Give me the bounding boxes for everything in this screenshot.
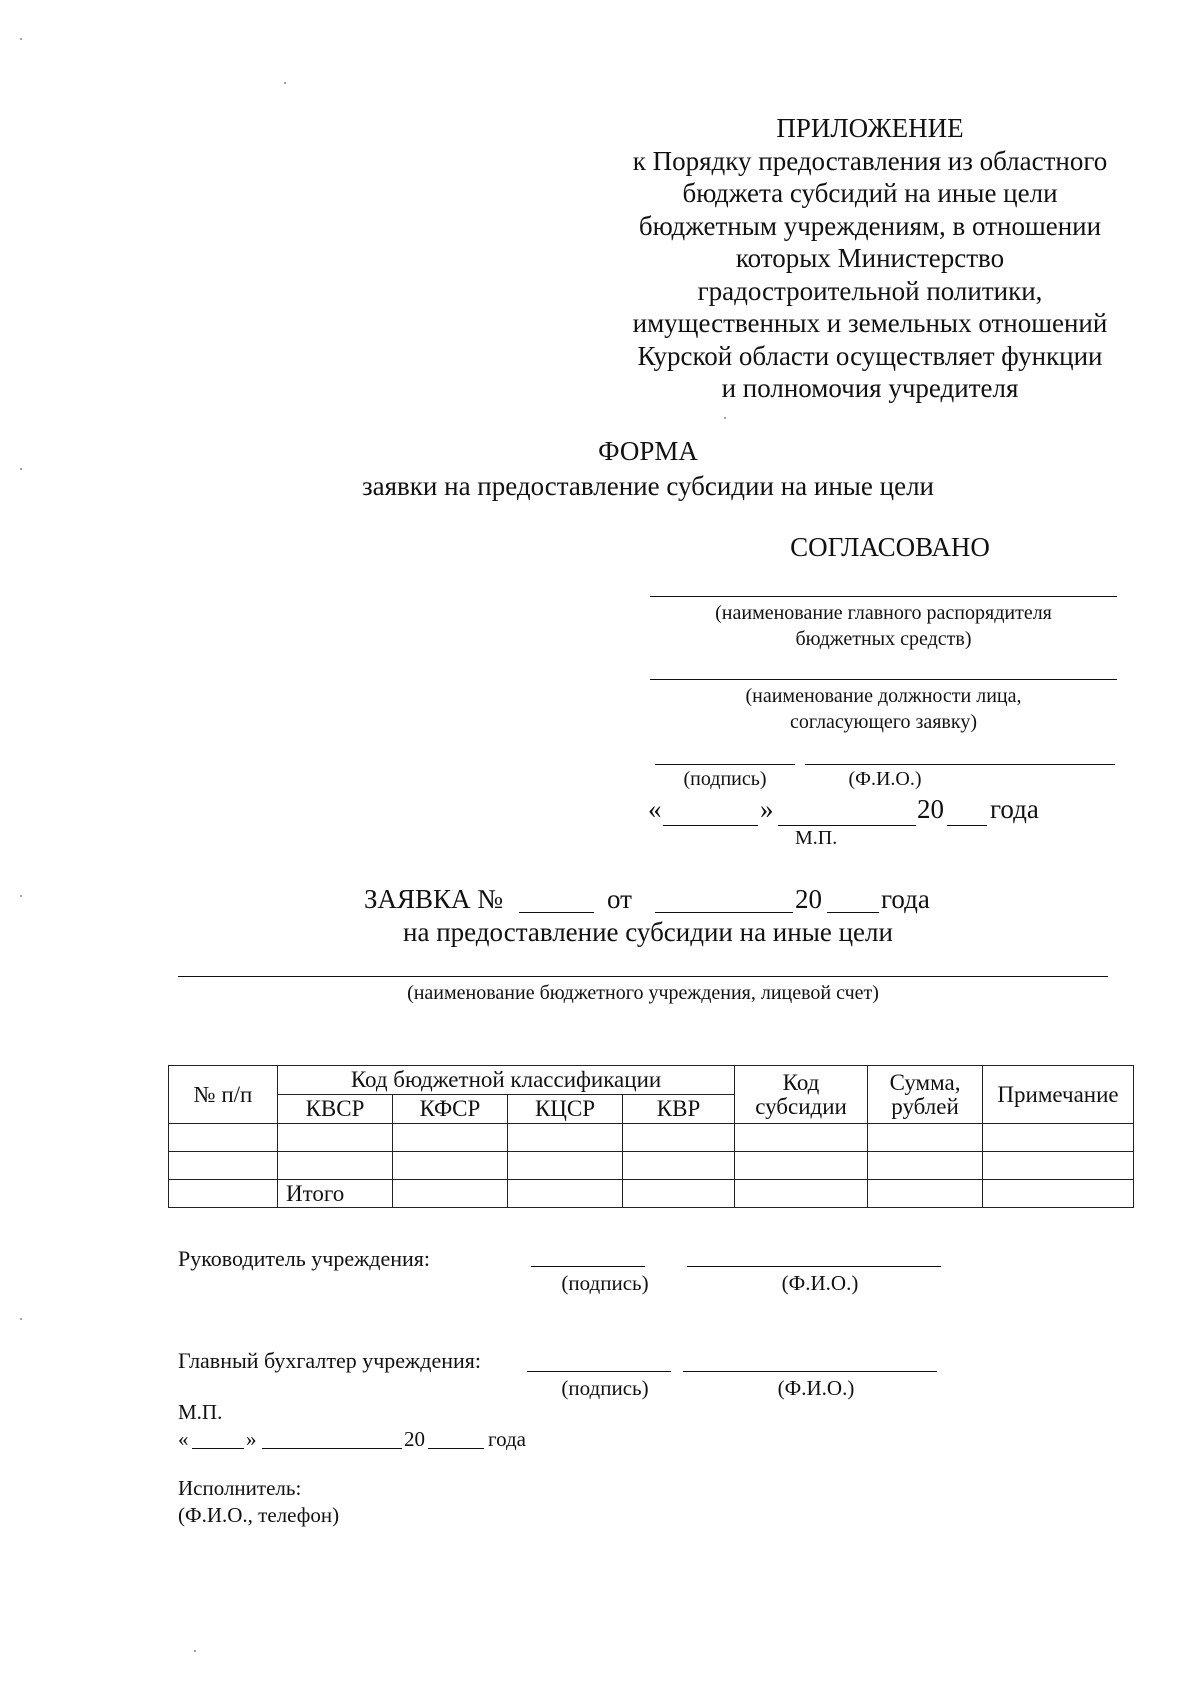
header-kvr: КВР (623, 1095, 735, 1124)
bottom-date-year-suffix: года (488, 1427, 526, 1451)
bottom-date-year-prefix: 20 (404, 1427, 425, 1451)
header-kfsr: КФСР (393, 1095, 508, 1124)
appendix-title: ПРИЛОЖЕНИЕ (776, 113, 964, 143)
appendix-line: к Порядку предоставления из областного (632, 145, 1108, 176)
head-label: Руководитель учреждения: (178, 1246, 431, 1271)
executor-label: Исполнитель: (178, 1476, 302, 1500)
scan-speck (20, 468, 22, 470)
distributor-caption: (наименование главного распорядителя бюджетных средств) (715, 602, 1052, 650)
institution-caption: (наименование бюджетного учреждения, лицевой счет) (407, 982, 879, 1004)
bottom-stamp: М.П. (178, 1400, 223, 1424)
header-kcsr: КЦСР (508, 1095, 623, 1124)
header-classification-group: Код бюджетной классификации (278, 1066, 735, 1095)
table-cell[interactable] (393, 1152, 508, 1180)
bottom-date-close-quote: » (246, 1427, 257, 1451)
table-header-row (169, 1066, 1134, 1095)
head-fio-caption: (Ф.И.О.) (781, 1271, 859, 1295)
approval-date-day-line (663, 825, 758, 826)
head-signature-caption: (подпись) (561, 1271, 649, 1295)
head-signature-line (531, 1266, 645, 1267)
appendix-line: бюджета субсидий на иные цели (682, 178, 1058, 208)
table-cell[interactable] (983, 1152, 1134, 1180)
application-year-suffix: года (881, 884, 930, 914)
application-from-label: от (607, 884, 632, 914)
appendix-line: и полномочия учредителя (721, 373, 1019, 403)
appendix-line: Курской области осуществляет функции (637, 340, 1103, 371)
accountant-signature-line (527, 1371, 671, 1372)
table-cell[interactable] (393, 1124, 508, 1152)
table-cell[interactable] (623, 1180, 735, 1208)
bottom-date-year-line (428, 1448, 484, 1449)
header-kvsr: КВСР (278, 1095, 393, 1124)
header-amount: Сумма, рублей (868, 1066, 983, 1124)
scan-speck (724, 417, 726, 419)
application-title-prefix: ЗАЯВКА № (364, 884, 504, 914)
table-cell[interactable] (278, 1152, 393, 1180)
approval-fio-line (805, 764, 1115, 765)
scan-speck (20, 1318, 22, 1320)
form-subtitle: заявки на предоставление субсидии на иные цели (361, 471, 935, 501)
application-date-line (655, 912, 793, 913)
classification-table (168, 1065, 1134, 1208)
scan-speck (194, 1650, 196, 1652)
executor-caption: (Ф.И.О., телефон) (178, 1503, 340, 1527)
accountant-fio-line (683, 1371, 937, 1372)
table-cell[interactable] (735, 1124, 868, 1152)
application-year-line (827, 912, 879, 913)
table-cell[interactable] (169, 1180, 278, 1208)
table-cell[interactable] (623, 1124, 735, 1152)
table-cell[interactable] (508, 1124, 623, 1152)
application-subtitle: на предоставление субсидии на иные цели (403, 917, 893, 947)
approval-stamp: М.П. (795, 827, 838, 849)
table-row (169, 1124, 1134, 1152)
institution-line (178, 976, 1108, 977)
position-caption: (наименование должности лица, согласующего заявку) (745, 685, 1022, 733)
scan-speck (284, 82, 286, 84)
table-cell[interactable] (169, 1152, 278, 1180)
table-cell[interactable] (735, 1152, 868, 1180)
header-subsidy-code: Код субсидии (735, 1066, 868, 1124)
accountant-label: Главный бухгалтер учреждения: (178, 1348, 481, 1373)
table-cell[interactable] (278, 1124, 393, 1152)
application-number-line (519, 912, 594, 913)
head-fio-line (687, 1266, 941, 1267)
bottom-date-month-line (262, 1448, 402, 1449)
approval-date-close-quote: » (760, 794, 774, 824)
header-number: № п/п (169, 1066, 278, 1124)
approval-date-year-line (947, 825, 987, 826)
table-cell[interactable] (868, 1124, 983, 1152)
table-cell[interactable] (983, 1180, 1134, 1208)
form-title: ФОРМА (598, 436, 698, 466)
approval-signature-caption: (подпись) (683, 768, 767, 790)
approval-date-year-prefix: 20 (917, 794, 944, 824)
table-cell[interactable] (868, 1152, 983, 1180)
appendix-block (600, 112, 1140, 405)
application-year-prefix: 20 (795, 884, 822, 914)
bottom-date-open-quote: « (178, 1427, 189, 1451)
header-note: Примечание (983, 1066, 1134, 1124)
table-cell[interactable] (868, 1180, 983, 1208)
table-cell[interactable] (508, 1152, 623, 1180)
table-cell[interactable] (983, 1124, 1134, 1152)
appendix-line: которых Министерство (735, 243, 1005, 273)
table-cell[interactable] (735, 1180, 868, 1208)
total-label: Итого (278, 1180, 393, 1208)
table-cell[interactable] (508, 1180, 623, 1208)
table-cell[interactable] (623, 1152, 735, 1180)
scan-speck (20, 895, 22, 897)
table-cell[interactable] (393, 1180, 508, 1208)
approval-fio-caption: (Ф.И.О.) (848, 768, 922, 790)
accountant-signature-caption: (подпись) (561, 1376, 649, 1400)
approval-date-year-suffix: года (990, 794, 1039, 824)
appendix-line: бюджетным учреждениям, в отношении (638, 210, 1102, 241)
table-row (169, 1152, 1134, 1180)
accountant-fio-caption: (Ф.И.О.) (777, 1376, 855, 1400)
approval-heading: СОГЛАСОВАНО (790, 532, 990, 562)
table-total-row (169, 1180, 1134, 1208)
table-cell[interactable] (169, 1124, 278, 1152)
distributor-line (650, 596, 1117, 597)
position-line (650, 679, 1117, 680)
appendix-line: градостроительной политики, (697, 275, 1043, 306)
scan-speck (20, 38, 22, 40)
approval-date-open-quote: « (648, 794, 662, 824)
bottom-date-day-line (192, 1448, 244, 1449)
approval-signature-line (655, 764, 795, 765)
appendix-line: имущественных и земельных отношений (632, 308, 1108, 338)
